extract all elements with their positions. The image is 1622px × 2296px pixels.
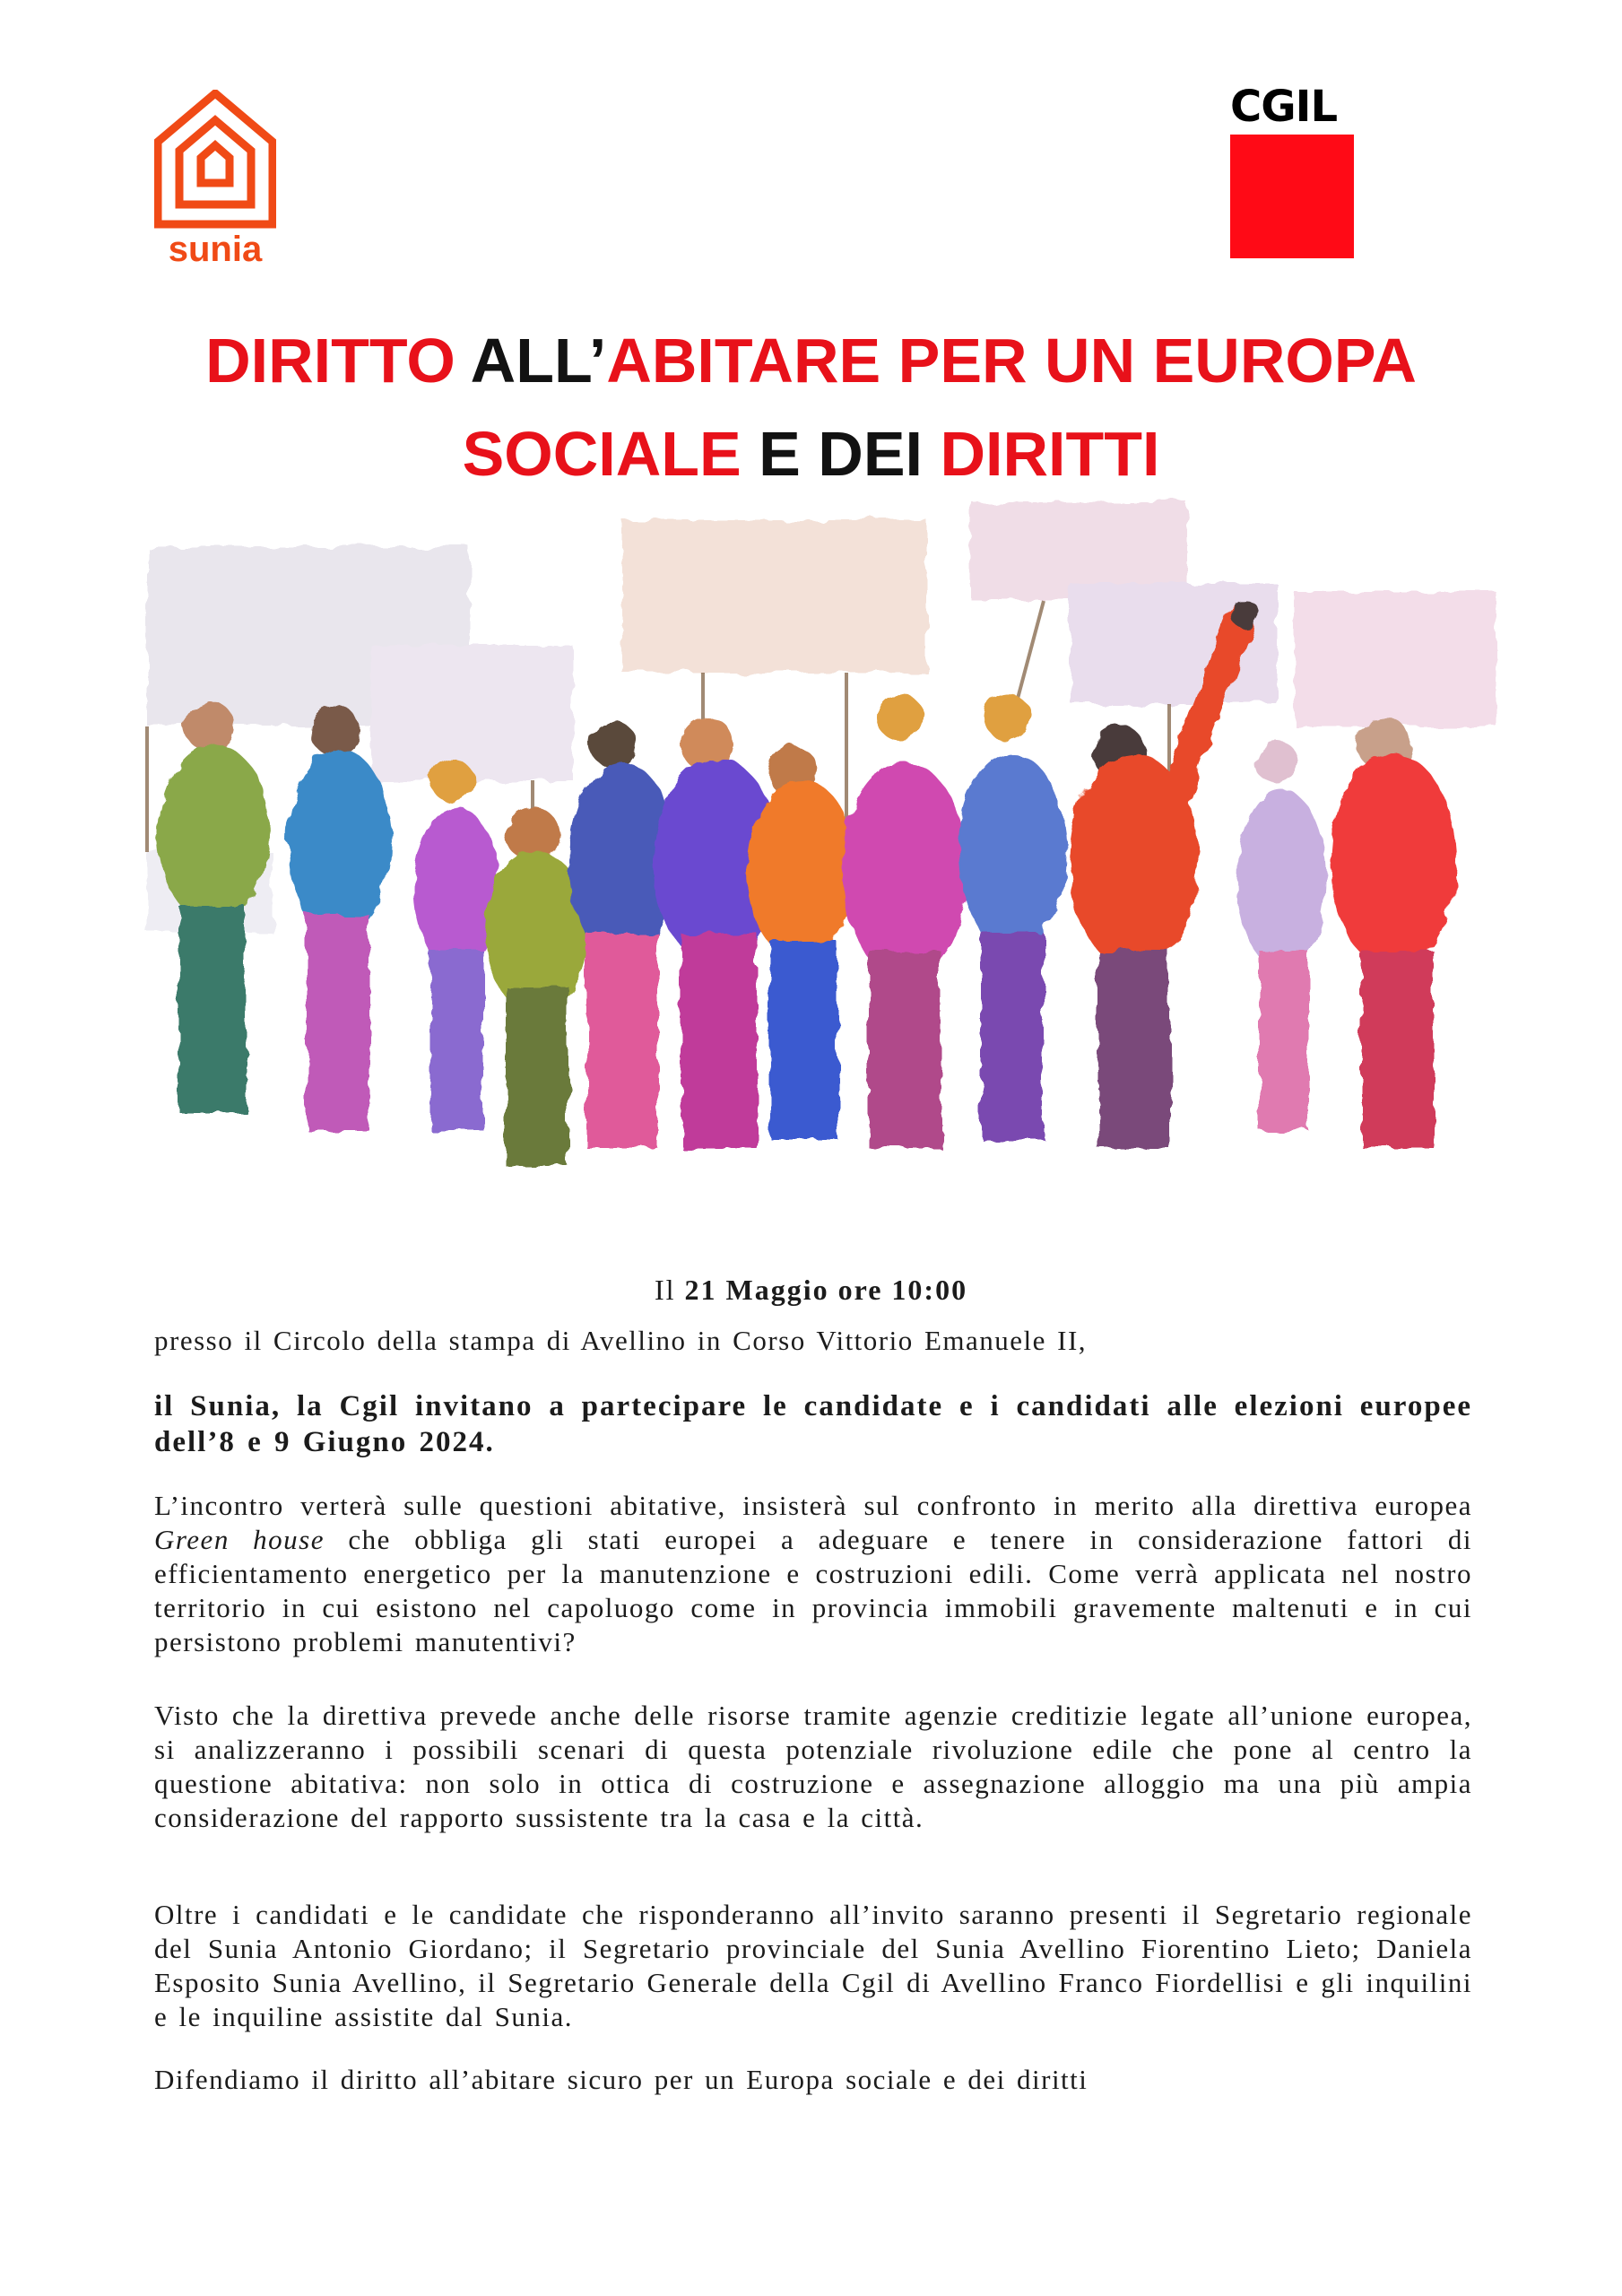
sunia-logo-text: sunia <box>168 230 263 269</box>
event-date <box>0 1272 1622 1308</box>
title-line-1 <box>0 314 1622 407</box>
page-title <box>0 314 1622 500</box>
sunia-logo <box>154 90 276 269</box>
body-paragraph-1 <box>154 1489 1472 1659</box>
event-date-prefix: Il <box>654 1274 685 1306</box>
body-paragraph-3: Oltre i candidati e le candidate che risponderanno all’invito saranno presenti il Segretario regionale del Sunia Antonio Giordano; il Segretario provinciale del Sunia Avellino Fiorentino Lieto; Daniela Esposito Sunia Avellino, il Segretario Generale della Cgil di Avellino Franco Fiordellisi e gli inquilini e le inquiline assistite dal Sunia. <box>154 1899 1472 2032</box>
paragraph-1-text-b: che obbliga gli stati europei a adeguare e tenere in considerazione fattori di efficientamento energetico per la manutenzione e costruzioni edili. Come verrà applicata nel nostro territorio in cui esistono nel capoluogo come in provincia immobili gravemente maltenuti e in cui persistono problemi manutentivi? <box>154 1524 1472 1657</box>
event-invitation: il Sunia, la Cgil invitano a partecipare le candidate e i candidati alle elezioni europee dell’8 e 9 Giugno 2024. <box>154 1390 1472 1458</box>
title-segment: E DEI <box>741 419 941 489</box>
cgil-logo <box>1230 83 1356 258</box>
title-segment: ABITARE PER UN EUROPA <box>606 326 1417 396</box>
title-segment: ALL’ <box>470 326 607 396</box>
paragraph-1-text-a: L’incontro verterà sulle questioni abitative, insisterà sul confronto in merito alla direttiva europea <box>154 1490 1472 1521</box>
sunia-house-icon <box>154 90 276 233</box>
title-segment: DIRITTI <box>940 419 1160 489</box>
event-location: presso il Circolo della stampa di Avellino in Corso Vittorio Emanuele II, <box>154 1325 1088 1356</box>
protest-crowd-image <box>111 484 1510 1220</box>
cgil-red-square <box>1230 135 1354 258</box>
title-segment: DIRITTO <box>205 326 471 396</box>
cgil-logo-text: CGIL <box>1230 82 1338 132</box>
event-date-value: 21 Maggio ore 10:00 <box>684 1274 968 1306</box>
paragraph-1-italic: Green house <box>154 1524 325 1555</box>
protest-crowd-illustration <box>111 484 1510 1220</box>
closing-line: Difendiamo il diritto all’abitare sicuro per un Europa sociale e dei diritti <box>154 2064 1089 2095</box>
body-paragraph-2: Visto che la direttiva prevede anche delle risorse tramite agenzie creditizie legate all’unione europea, si analizzeranno i possibili scenari di questa potenziale rivoluzione edile che pone al centro la questione abitativa: non solo in ottica di costruzione e assegnazione alloggio ma una più ampia considerazione del rapporto sussistente tra la casa e la città. <box>154 1700 1472 1833</box>
title-segment: SOCIALE <box>462 419 742 489</box>
